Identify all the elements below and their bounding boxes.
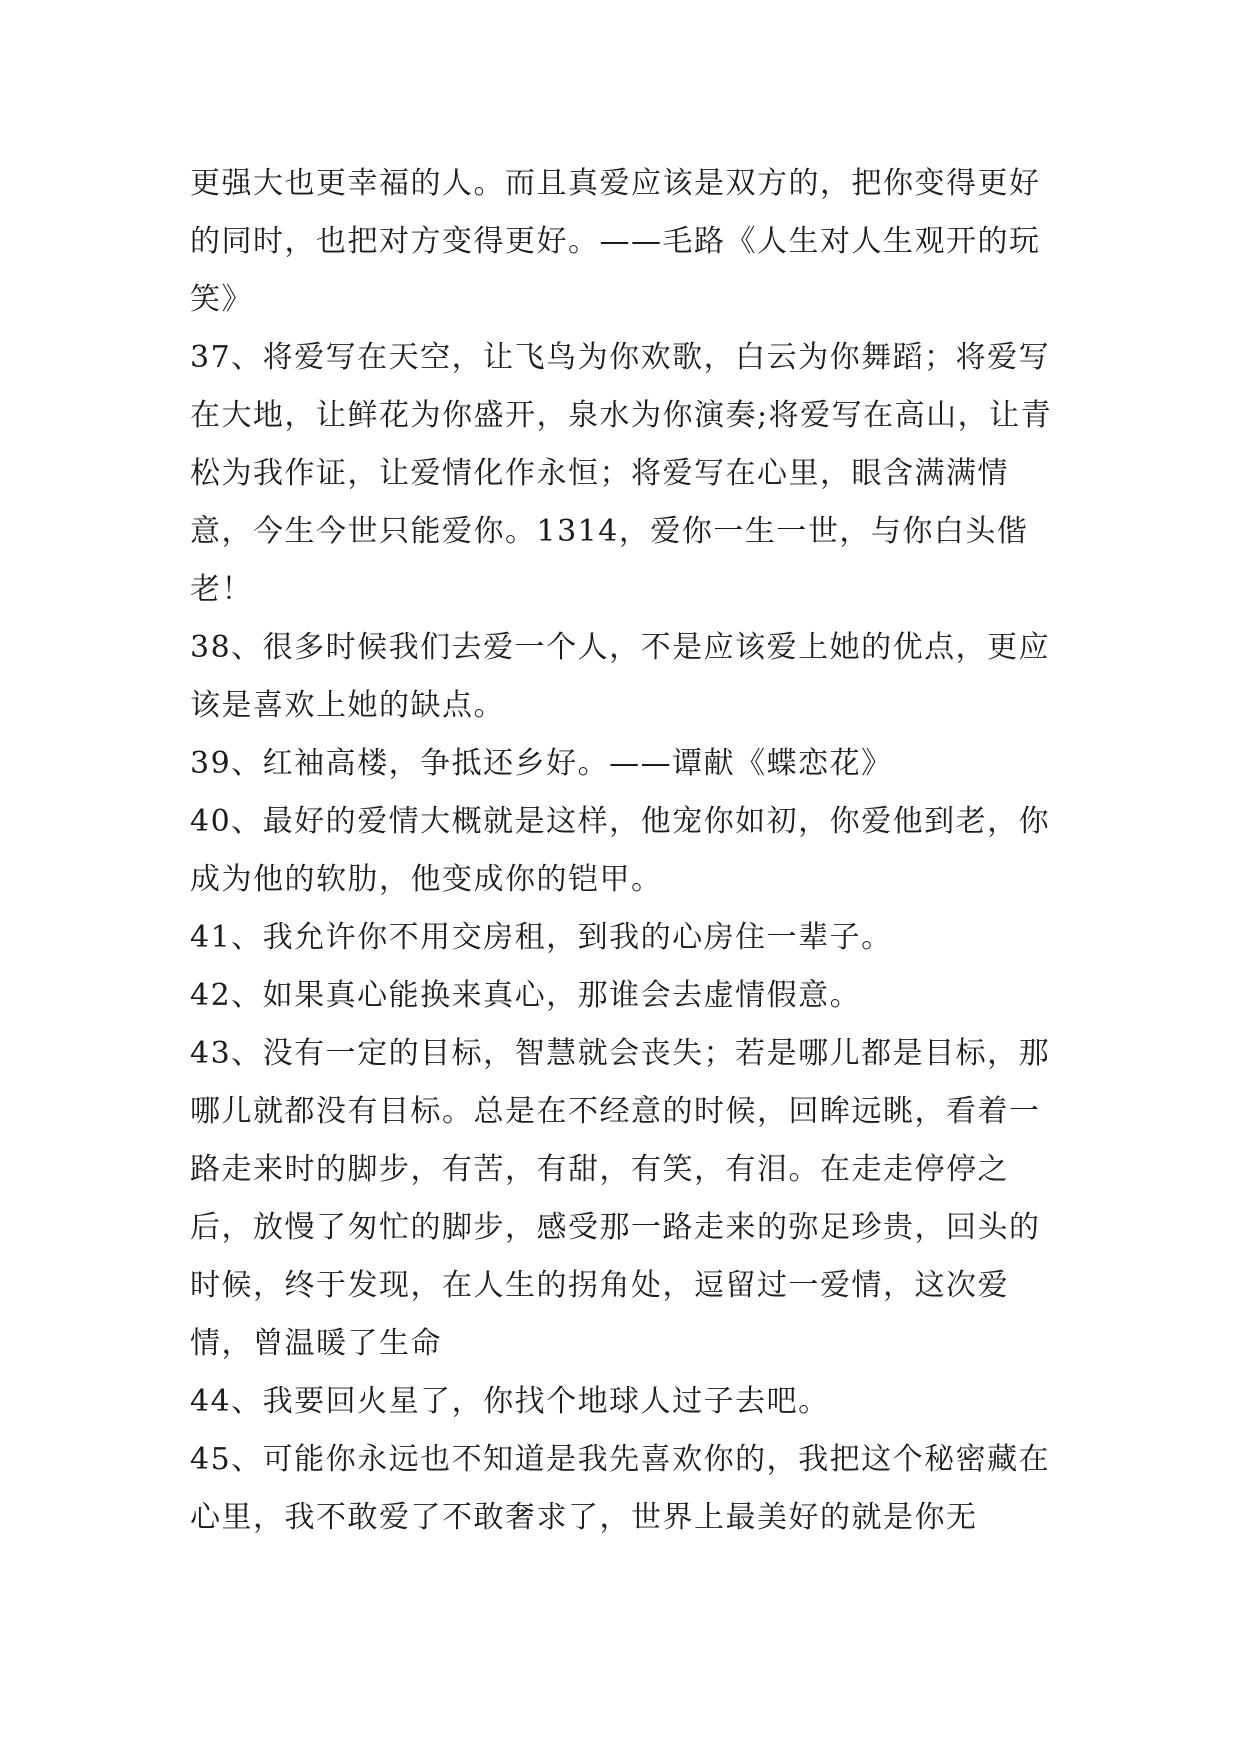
- paragraph-36-continued: 更强大也更幸福的人。而且真爱应该是双方的，把你变得更好的同时，也把对方变得更好。——毛路《人生对人生观开的玩笑》: [190, 166, 1041, 317]
- paragraph-41: 41、我允许你不用交房租，到我的心房住一辈子。: [190, 920, 893, 955]
- paragraph-38: 38、很多时候我们去爱一个人，不是应该爱上她的优点，更应该是喜欢上她的缺点。: [190, 630, 1051, 723]
- paragraph-39: 39、红袖高楼，争抵还乡好。——谭献《蝶恋花》: [190, 746, 893, 781]
- paragraph-37: 37、将爱写在天空，让飞鸟为你欢歌，白云为你舞蹈；将爱写在大地，让鲜花为你盛开，泉水为你演奏;将爱写在高山，让青松为我作证，让爱情化作永恒；将爱写在心里，眼含满满情意，今生今世只能爱你。1314，爱你一生一世，与你白头偕老！: [190, 340, 1053, 607]
- paragraph-45: 45、可能你永远也不知道是我先喜欢你的，我把这个秘密藏在心里，我不敢爱了不敢奢求了，世界上最美好的就是你无: [190, 1442, 1051, 1535]
- paragraph-42: 42、如果真心能换来真心，那谁会去虚情假意。: [190, 978, 862, 1013]
- paragraph-43: 43、没有一定的目标，智慧就会丧失；若是哪儿都是目标，那哪儿就都没有目标。总是在不经意的时候，回眸远眺，看着一路走来时的脚步，有苦，有甜，有笑，有泪。在走走停停之后，放慢了匆忙的脚步，感受那一路走来的弥足珍贵，回头的时候，终于发现，在人生的拐角处，逗留过一爱情，这次爱情，曾温暖了生命: [190, 1036, 1051, 1361]
- paragraph-44: 44、我要回火星了，你找个地球人过子去吧。: [190, 1384, 830, 1419]
- document-body: [190, 155, 1070, 1547]
- paragraph-40: 40、最好的爱情大概就是这样，他宠你如初，你爱他到老，你成为他的软肋，他变成你的铠甲。: [190, 804, 1051, 897]
